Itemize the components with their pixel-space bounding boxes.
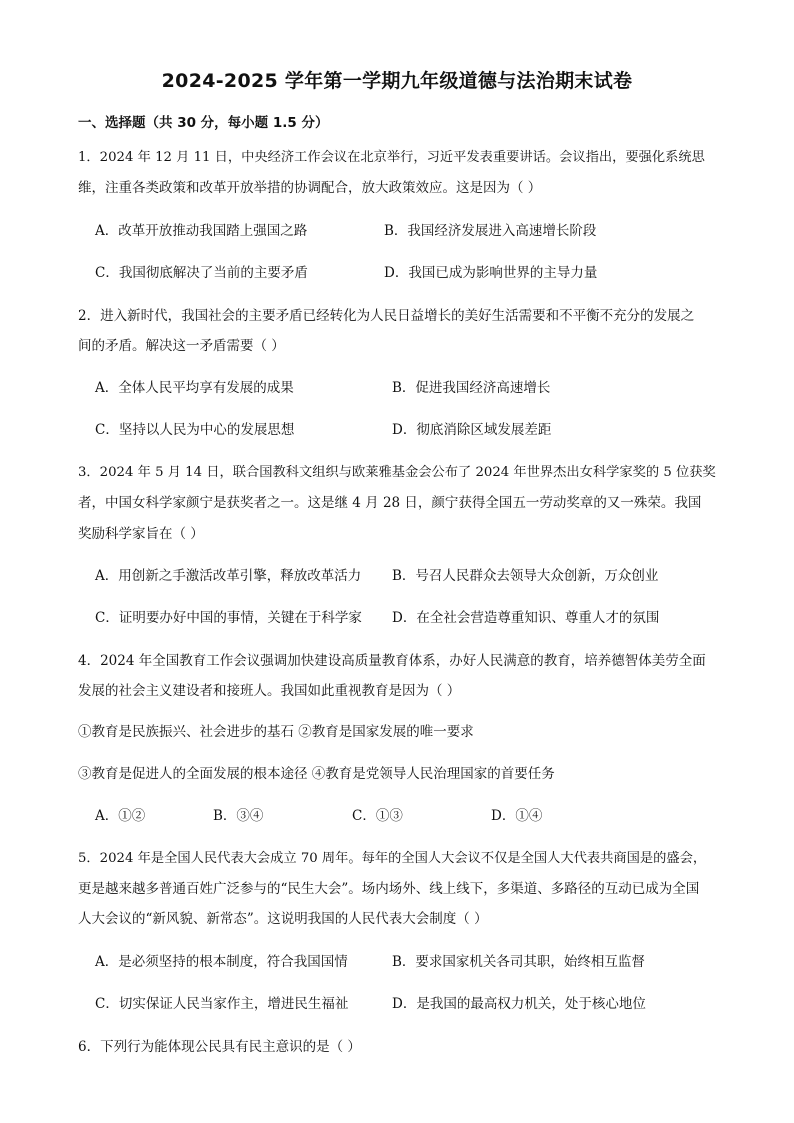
question-2-option-c: C．坚持以人民为中心的发展思想 bbox=[95, 422, 295, 438]
question-4-option-c: C．①③ bbox=[352, 808, 403, 824]
question-4-option-d: D．①④ bbox=[491, 808, 543, 824]
section-heading: 一、选择题（共 30 分，每小题 1.5 分） bbox=[78, 115, 329, 131]
question-4-option-a: A．①② bbox=[95, 808, 146, 824]
question-2-option-d: D．彻底消除区域发展差距 bbox=[392, 422, 552, 438]
question-3-option-b: B．号召人民群众去领导大众创新，万众创业 bbox=[392, 568, 659, 584]
question-2-option-a: A．全体人民平均享有发展的成果 bbox=[95, 380, 294, 396]
question-3-option-c: C．证明要办好中国的事情，关键在于科学家 bbox=[95, 610, 362, 626]
question-6-line-1: 6．下列行为能体现公民具有民主意识的是（ ） bbox=[78, 1039, 361, 1055]
exam-title: 2024-2025 学年第一学期九年级道德与法治期末试卷 bbox=[161, 70, 633, 92]
question-4-statements-2: ③教育是促进人的全面发展的根本途径 ④教育是党领导人民治理国家的首要任务 bbox=[78, 766, 555, 782]
question-4-option-b: B．③④ bbox=[213, 808, 264, 824]
question-5-line-2: 更是越来越多普通百姓广泛参与的“民生大会”。场内场外、线上线下，多渠道、多路径的互动已成为全国 bbox=[78, 881, 700, 897]
question-3-line-2: 者，中国女科学家颜宁是获奖者之一。这是继 4 月 28 日，颜宁获得全国五一劳动奖章的又一殊荣。我国 bbox=[78, 495, 702, 511]
question-1-option-c: C．我国彻底解决了当前的主要矛盾 bbox=[95, 265, 308, 281]
question-5-option-c: C．切实保证人民当家作主，增进民生福祉 bbox=[95, 996, 349, 1012]
question-4-statements-1: ①教育是民族振兴、社会进步的基石 ②教育是国家发展的唯一要求 bbox=[78, 724, 474, 740]
question-3-option-a: A．用创新之手激活改革引擎，释放改革活力 bbox=[95, 568, 362, 584]
question-5-option-b: B．要求国家机关各司其职，始终相互监督 bbox=[392, 954, 645, 970]
question-5-line-3: 人大会议的“新风貌、新常态”。这说明我国的人民代表大会制度（ ） bbox=[78, 911, 488, 927]
question-3-line-3: 奖励科学家旨在（ ） bbox=[78, 526, 204, 542]
question-5-option-d: D．是我国的最高权力机关，处于核心地位 bbox=[392, 996, 646, 1012]
question-2-line-2: 间的矛盾。解决这一矛盾需要（ ） bbox=[78, 338, 285, 354]
question-1-option-a: A．改革开放推动我国踏上强国之路 bbox=[95, 223, 308, 239]
question-4-line-1: 4．2024 年全国教育工作会议强调加快建设高质量教育体系，办好人民满意的教育，培养德智体美劳全面 bbox=[78, 653, 706, 669]
question-2-line-1: 2．进入新时代，我国社会的主要矛盾已经转化为人民日益增长的美好生活需要和不平衡不充分的发展之 bbox=[78, 308, 695, 324]
question-1-option-d: D．我国已成为影响世界的主导力量 bbox=[384, 265, 598, 281]
question-1-option-b: B．我国经济发展进入高速增长阶段 bbox=[384, 223, 597, 239]
question-5-option-a: A．是必须坚持的根本制度，符合我国国情 bbox=[95, 954, 348, 970]
question-1-line-1: 1．2024 年 12 月 11 日，中央经济工作会议在北京举行，习近平发表重要讲话。会议指出，要强化系统思 bbox=[78, 150, 705, 165]
question-3-line-1: 3．2024 年 5 月 14 日，联合国教科文组织与欧莱雅基金会公布了 2024 年世界杰出女科学家奖的 5 位获奖 bbox=[78, 465, 716, 480]
question-2-option-b: B．促进我国经济高速增长 bbox=[392, 380, 551, 396]
question-5-line-1: 5．2024 年是全国人民代表大会成立 70 周年。每年的全国人大会议不仅是全国人大代表共商国是的盛会， bbox=[78, 851, 707, 866]
question-3-option-d: D．在全社会营造尊重知识、尊重人才的氛围 bbox=[392, 610, 660, 626]
question-4-line-2: 发展的社会主义建设者和接班人。我国如此重视教育是因为（ ） bbox=[78, 683, 461, 699]
question-1-line-2: 维，注重各类政策和改革开放举措的协调配合，放大政策效应。这是因为（ ） bbox=[78, 180, 542, 196]
